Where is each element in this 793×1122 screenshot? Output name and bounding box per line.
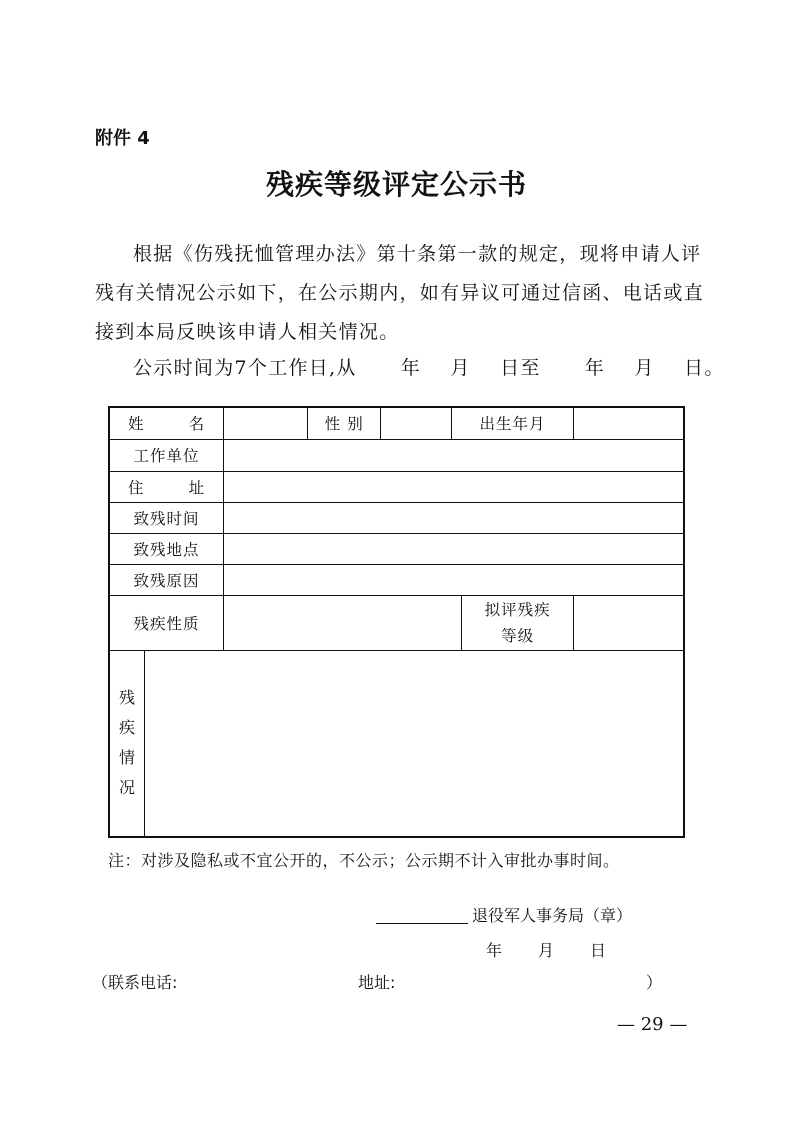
address-label: 住 址	[109, 471, 224, 502]
situation-field[interactable]	[144, 650, 684, 837]
birth-field[interactable]	[573, 407, 684, 439]
disability-time-field[interactable]	[224, 502, 684, 533]
proposed-grade-label	[462, 595, 574, 650]
disability-nature-field[interactable]	[224, 595, 462, 650]
birth-label: 出生年月	[452, 407, 574, 439]
disability-place-field[interactable]	[224, 533, 684, 564]
signature-date	[486, 938, 642, 961]
disability-place-label: 致残地点	[109, 533, 224, 564]
proposed-grade-field[interactable]	[573, 595, 684, 650]
address-field[interactable]	[224, 471, 684, 502]
attachment-label: 附件 4	[95, 128, 150, 149]
intro-paragraph: 根据《伤残抚恤管理办法》第十条第一款的规定，现将申请人评残有关情况公示如下，在公示期内，如有异议可通过信函、电话或直接到本局反映该申请人相关情况。	[95, 243, 705, 343]
page-number: — 29 —	[617, 1014, 688, 1035]
disability-nature-label: 残疾性质	[109, 595, 224, 650]
date-year: 年	[486, 941, 503, 960]
contact-address-label: 地址:	[358, 973, 396, 992]
disability-form-table	[108, 406, 685, 838]
gender-field[interactable]	[381, 407, 452, 439]
bureau-name-blank[interactable]	[376, 923, 468, 924]
footnote: 注：对涉及隐私或不宜公开的，不公示；公示期不计入审批办事时间。	[108, 851, 620, 870]
bureau-seal-label: 退役军人事务局（章）	[472, 906, 633, 925]
period-paragraph: 公示时间为7个工作日,从 年 月 日至 年 月 日。	[133, 357, 725, 379]
work-unit-field[interactable]	[224, 439, 684, 471]
date-month: 月	[538, 941, 555, 960]
disability-cause-field[interactable]	[224, 564, 684, 595]
closing-parenthesis: ）	[646, 973, 663, 992]
disability-cause-label: 致残原因	[109, 564, 224, 595]
situation-label: 残疾情况	[118, 688, 136, 798]
date-day: 日	[590, 941, 607, 960]
proposed-grade-label-line1: 拟评残疾	[484, 600, 551, 619]
proposed-grade-label-line2: 等级	[501, 626, 535, 645]
gender-label: 性 别	[308, 407, 381, 439]
document-title: 残疾等级评定公示书	[265, 168, 527, 201]
contact-phone-label: （联系电话:	[92, 973, 178, 992]
name-label: 姓 名	[109, 407, 224, 439]
work-unit-label: 工作单位	[109, 439, 224, 471]
name-field[interactable]	[224, 407, 308, 439]
situation-label-cell	[109, 650, 144, 837]
disability-time-label: 致残时间	[109, 502, 224, 533]
